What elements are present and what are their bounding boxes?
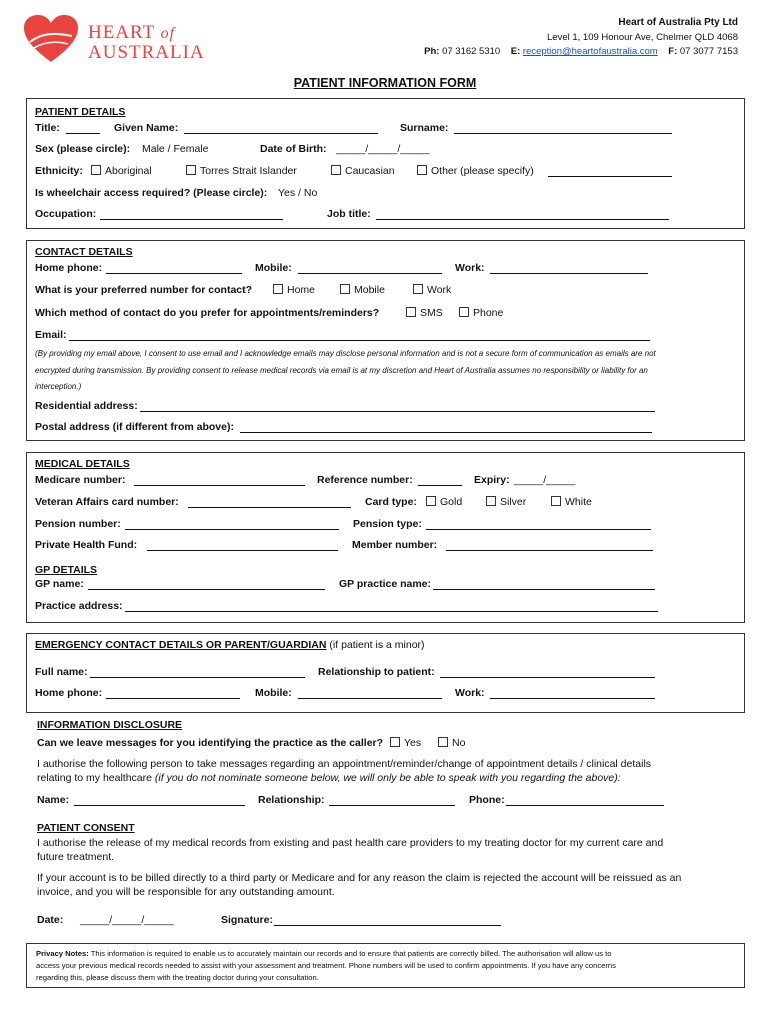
residential-field[interactable] xyxy=(140,411,655,412)
auth-relationship-field[interactable] xyxy=(329,805,455,806)
email-disclaimer-3: interception.) xyxy=(35,382,82,391)
card-silver[interactable]: Silver xyxy=(486,496,526,508)
logo-text-heart: HEART of xyxy=(88,22,176,43)
privacy-line-2: access your previous medical records needed to assist with your assessment and treatment. Phone numbers will be used to confirm appointments. If you have any concerns xyxy=(36,961,616,970)
dob-label: Date of Birth: xyxy=(260,143,327,155)
auth-name-label: Name: xyxy=(37,794,70,806)
pension-type-field[interactable] xyxy=(426,529,651,530)
veteran-label: Veteran Affairs card number: xyxy=(35,496,179,508)
patient-heading: PATIENT DETAILS xyxy=(35,106,126,118)
medical-heading: MEDICAL DETAILS xyxy=(35,458,130,470)
patient-details-section xyxy=(26,98,745,229)
logo-text-australia: AUSTRALIA xyxy=(88,42,205,63)
email-disclaimer-1: (By providing my email above, I consent to use email and I acknowledge emails may disclose personal information and is not a secure form of communication as emails are not xyxy=(35,349,656,358)
em-work-field[interactable] xyxy=(490,698,655,699)
expiry-label: Expiry: xyxy=(474,474,510,486)
org-name: Heart of Australia Pty Ltd xyxy=(618,17,738,28)
medicare-field[interactable] xyxy=(134,485,305,486)
email-field[interactable] xyxy=(69,340,650,341)
form-title: PATIENT INFORMATION FORM xyxy=(293,76,477,90)
email-disclaimer-2: encrypted during transmission. By providing consent to release medical records via email is at my discretion and Heart of Australia assumes no responsibility or liability for an xyxy=(35,366,648,375)
checkbox-icon[interactable] xyxy=(417,165,427,175)
pension-label: Pension number: xyxy=(35,518,121,530)
date-field[interactable]: _____/_____/_____ xyxy=(80,914,174,926)
pref-home[interactable]: Home xyxy=(273,284,315,296)
reference-label: Reference number: xyxy=(317,474,413,486)
consent-line-2: future treatment. xyxy=(37,851,115,863)
gp-practice-label: GP practice name: xyxy=(339,578,432,590)
disclosure-yes[interactable]: Yes xyxy=(390,737,421,749)
member-label: Member number: xyxy=(352,539,438,551)
occupation-label: Occupation: xyxy=(35,208,97,220)
disclosure-no[interactable]: No xyxy=(438,737,465,749)
checkbox-icon[interactable] xyxy=(390,737,400,747)
signature-field[interactable] xyxy=(274,925,501,926)
auth-phone-label: Phone: xyxy=(469,794,505,806)
wheelchair-options[interactable]: Yes / No xyxy=(278,187,318,199)
eth-aboriginal[interactable]: Aboriginal xyxy=(91,165,152,177)
checkbox-icon[interactable] xyxy=(331,165,341,175)
surname-label: Surname: xyxy=(400,122,449,134)
mobile-label: Mobile: xyxy=(255,262,292,274)
gp-name-label: GP name: xyxy=(35,578,84,590)
postal-label: Postal address (if different from above): xyxy=(35,421,234,433)
em-relationship-field[interactable] xyxy=(440,677,655,678)
gp-heading: GP DETAILS xyxy=(35,564,98,576)
em-fullname-field[interactable] xyxy=(90,677,305,678)
privacy-line-3: regarding this, please discuss them with the treating doctor during your consultation. xyxy=(36,973,319,982)
org-contact-line: Ph: 07 3162 5310 E: reception@heartofaustralia.com F: 07 3077 7153 xyxy=(424,46,738,57)
disclosure-question: Can we leave messages for you identifying the practice as the caller? xyxy=(37,737,384,749)
billing-line-1: If your account is to be billed directly to a third party or Medicare and for any reason the claim is rejected the account will be reissued as an xyxy=(37,872,682,884)
em-home-label: Home phone: xyxy=(35,687,103,699)
auth-relationship-label: Relationship: xyxy=(258,794,325,806)
email-label: Email: xyxy=(35,329,67,341)
work-label: Work: xyxy=(455,262,485,274)
residential-label: Residential address: xyxy=(35,400,138,412)
checkbox-icon[interactable] xyxy=(340,284,350,294)
eth-torres[interactable]: Torres Strait Islander xyxy=(186,165,297,177)
cardtype-label: Card type: xyxy=(365,496,417,508)
jobtitle-label: Job title: xyxy=(327,208,371,220)
checkbox-icon[interactable] xyxy=(91,165,101,175)
mobile-field[interactable] xyxy=(298,273,442,274)
method-label: Which method of contact do you prefer for appointments/reminders? xyxy=(35,307,380,319)
consent-line-1: I authorise the release of my medical records from existing and past health care providers to my treating doctor for my current care and xyxy=(37,837,664,849)
pref-work[interactable]: Work xyxy=(413,284,451,296)
sex-label: Sex (please circle): xyxy=(35,143,131,155)
checkbox-icon[interactable] xyxy=(186,165,196,175)
logo xyxy=(22,14,205,64)
gp-practice-field[interactable] xyxy=(433,589,655,590)
em-home-field[interactable] xyxy=(106,698,240,699)
phf-label: Private Health Fund: xyxy=(35,539,138,551)
practice-address-field[interactable] xyxy=(125,611,658,612)
sex-options[interactable]: Male / Female xyxy=(142,143,209,155)
em-work-label: Work: xyxy=(455,687,485,699)
card-white[interactable]: White xyxy=(551,496,592,508)
eth-caucasian[interactable]: Caucasian xyxy=(331,165,395,177)
title-label: Title: xyxy=(35,122,60,134)
given-name-label: Given Name: xyxy=(114,122,179,134)
email-link[interactable]: reception@heartofaustralia.com xyxy=(522,46,658,57)
em-mobile-label: Mobile: xyxy=(255,687,292,699)
authorise-line-2: relating to my healthcare (if you do not nominate someone below, we will only be able to speak with you regarding the above): xyxy=(37,772,621,784)
org-address: Level 1, 109 Honour Ave, Chelmer QLD 4068 xyxy=(547,32,738,43)
disclosure-heading: INFORMATION DISCLOSURE xyxy=(37,719,183,731)
eth-other[interactable]: Other (please specify) xyxy=(417,165,534,177)
checkbox-icon[interactable] xyxy=(406,307,416,317)
auth-phone-field[interactable] xyxy=(506,805,664,806)
checkbox-icon[interactable] xyxy=(551,496,561,506)
home-phone-field[interactable] xyxy=(106,273,242,274)
signature-label: Signature: xyxy=(221,914,273,926)
work-field[interactable] xyxy=(490,273,648,274)
contact-heading: CONTACT DETAILS xyxy=(35,246,133,258)
billing-line-2: invoice, and you will be responsible for any outstanding amount. xyxy=(37,886,335,898)
jobtitle-field[interactable] xyxy=(376,219,669,220)
phf-field[interactable] xyxy=(147,550,338,551)
emergency-heading: EMERGENCY CONTACT DETAILS OR PARENT/GUARDIAN (if patient is a minor) xyxy=(35,639,425,651)
checkbox-icon[interactable] xyxy=(438,737,448,747)
method-phone[interactable]: Phone xyxy=(459,307,503,319)
method-sms[interactable]: SMS xyxy=(406,307,443,319)
home-phone-label: Home phone: xyxy=(35,262,103,274)
practice-address-label: Practice address: xyxy=(35,600,123,612)
eth-other-field[interactable] xyxy=(548,176,672,177)
veteran-field[interactable] xyxy=(188,507,351,508)
gp-name-field[interactable] xyxy=(88,589,325,590)
checkbox-icon[interactable] xyxy=(273,284,283,294)
ethnicity-label: Ethnicity: xyxy=(35,165,83,177)
pension-type-label: Pension type: xyxy=(353,518,422,530)
date-label: Date: xyxy=(37,914,64,926)
title-field[interactable] xyxy=(66,133,100,134)
occupation-field[interactable] xyxy=(100,219,283,220)
wheelchair-label: Is wheelchair access required? (Please circle): xyxy=(35,187,268,199)
expiry-field[interactable]: _____/_____ xyxy=(514,474,576,486)
postal-field[interactable] xyxy=(240,432,652,433)
pref-mobile[interactable]: Mobile xyxy=(340,284,385,296)
card-gold[interactable]: Gold xyxy=(426,496,462,508)
checkbox-icon[interactable] xyxy=(486,496,496,506)
authorise-line-1: I authorise the following person to take messages regarding an appointment/reminder/change of appointment details / clinical details xyxy=(37,758,652,770)
preferred-label: What is your preferred number for contact? xyxy=(35,284,253,296)
given-name-field[interactable] xyxy=(184,133,378,134)
checkbox-icon[interactable] xyxy=(413,284,423,294)
auth-name-field[interactable] xyxy=(74,805,245,806)
checkbox-icon[interactable] xyxy=(459,307,469,317)
em-mobile-field[interactable] xyxy=(298,698,442,699)
member-field[interactable] xyxy=(446,550,653,551)
pension-field[interactable] xyxy=(125,529,339,530)
dob-field[interactable]: _____/_____/_____ xyxy=(336,143,430,155)
reference-field[interactable] xyxy=(418,485,462,486)
checkbox-icon[interactable] xyxy=(426,496,436,506)
medicare-label: Medicare number: xyxy=(35,474,126,486)
em-fullname-label: Full name: xyxy=(35,666,88,678)
privacy-line-1: Privacy Notes: This information is required to enable us to accurately maintain our records and to ensure that patients are correctly billed. The authorisation will allow us to xyxy=(36,949,612,958)
surname-field[interactable] xyxy=(454,133,672,134)
heart-logo-icon xyxy=(22,14,80,64)
em-relationship-label: Relationship to patient: xyxy=(318,666,435,678)
consent-heading: PATIENT CONSENT xyxy=(37,822,135,834)
